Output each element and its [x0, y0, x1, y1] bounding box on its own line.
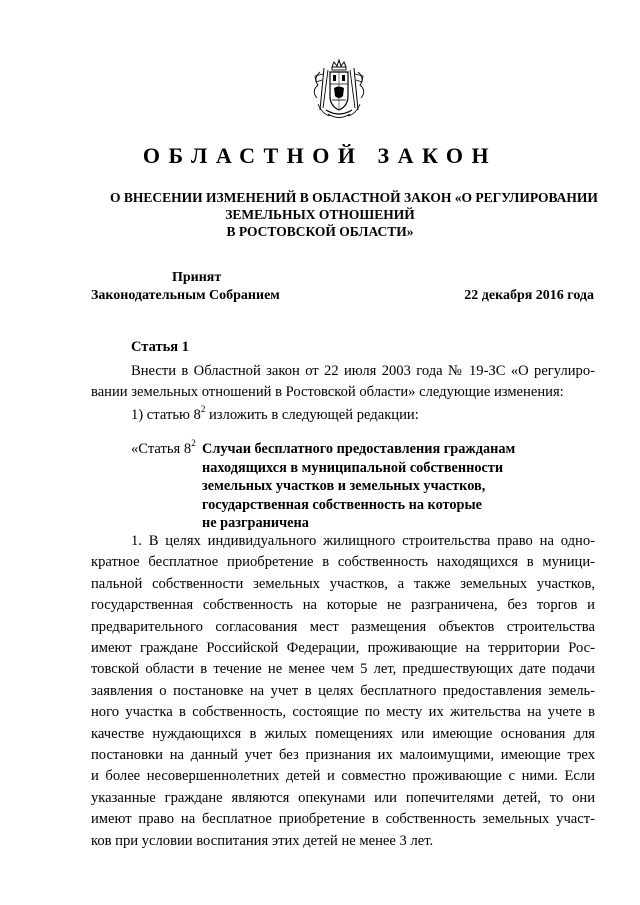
- text-line: предварительного согласования мест размещения объектов строительства: [91, 618, 595, 635]
- article8-superscript: 2: [191, 438, 196, 449]
- subtitle-line: О ВНЕСЕНИИ ИЗМЕНЕНИЙ В ОБЛАСТНОЙ ЗАКОН «О РЕГУЛИРОВАНИИ: [110, 190, 598, 205]
- text-line: постановки на данный учет без признания их малоимущими, имеющие трех: [91, 747, 595, 764]
- article8-title-line: государственная собственность на которые: [202, 496, 483, 513]
- article8-title-line: земельных участков и земельных участков,: [202, 478, 486, 495]
- text-line: ков при условии воспитания этих детей не менее 3 лет.: [91, 832, 434, 849]
- subtitle-line: ЗЕМЕЛЬНЫХ ОТНОШЕНИЙ: [225, 207, 415, 222]
- article8-lead: [131, 439, 196, 459]
- article8-title: [202, 440, 515, 533]
- text-line: кратное бесплатное приобретение в собственность находящихся в муници-: [91, 554, 595, 571]
- article-heading: Статья 1: [131, 339, 189, 355]
- adoption-label: Принят: [172, 270, 222, 285]
- item-text: 1) статью 8: [131, 407, 201, 423]
- text-line: государственная собственность на которые не разграничена, без торгов и: [91, 597, 595, 614]
- article8-title-line: находящихся в муниципальной собственности: [202, 459, 504, 476]
- adoption-body: Законодательным Собранием: [91, 288, 280, 303]
- text-line: пальной собственности земельных участков, а также земельных участков,: [91, 575, 595, 592]
- document-title: ОБЛАСТНОЙ ЗАКОН: [142, 143, 498, 168]
- text-line: заявления о постановке на учет в целях бесплатного предоставления земель-: [91, 682, 595, 699]
- text-line: ного участка в собственность, состоящие по месту их жительства на учете в: [91, 704, 595, 721]
- coat-of-arms-icon: [306, 58, 372, 124]
- text-line: и более несовершеннолетних детей и совместно проживающие с ними. Если: [91, 768, 595, 785]
- text-line: указанные граждане являются опекунами или попечителями детей, то они: [91, 789, 595, 806]
- adoption-date: 22 декабря 2016 года: [464, 288, 594, 303]
- article8-title-line: не разграничена: [202, 515, 309, 532]
- article8-title-line: Случаи бесплатного предоставления гражданам: [202, 441, 516, 457]
- text-line: качестве нуждающихся в жилых помещениях или имеющие основания для: [91, 725, 595, 742]
- document-subtitle: [110, 189, 598, 240]
- article8-label: «Статья 8: [131, 441, 192, 457]
- text-line: вании земельных отношений в Ростовской области» следующие изменения:: [91, 384, 564, 401]
- item-superscript: 2: [200, 404, 206, 415]
- intro-paragraph: [91, 361, 595, 404]
- subtitle-line: В РОСТОВСКОЙ ОБЛАСТИ»: [226, 224, 414, 239]
- text-line: 1. В целях индивидуального жилищного строительства право на одно-: [131, 533, 595, 549]
- text-line: Внести в Областной закон от 22 июля 2003 года № 19-ЗС «О регулиро-: [131, 363, 595, 379]
- item-text: изложить в следующей редакции:: [205, 407, 419, 423]
- text-line: товской области в течение не менее чем 5 лет, предшествующих дате подачи: [91, 661, 595, 678]
- text-line: имеют граждане Российской Федерации, проживающие на территории Рос-: [91, 640, 595, 657]
- amendment-item: [131, 405, 419, 425]
- text-line: имеют право на бесплатное приобретение в собственность земельных участ-: [91, 811, 595, 828]
- body-paragraph: [91, 531, 595, 852]
